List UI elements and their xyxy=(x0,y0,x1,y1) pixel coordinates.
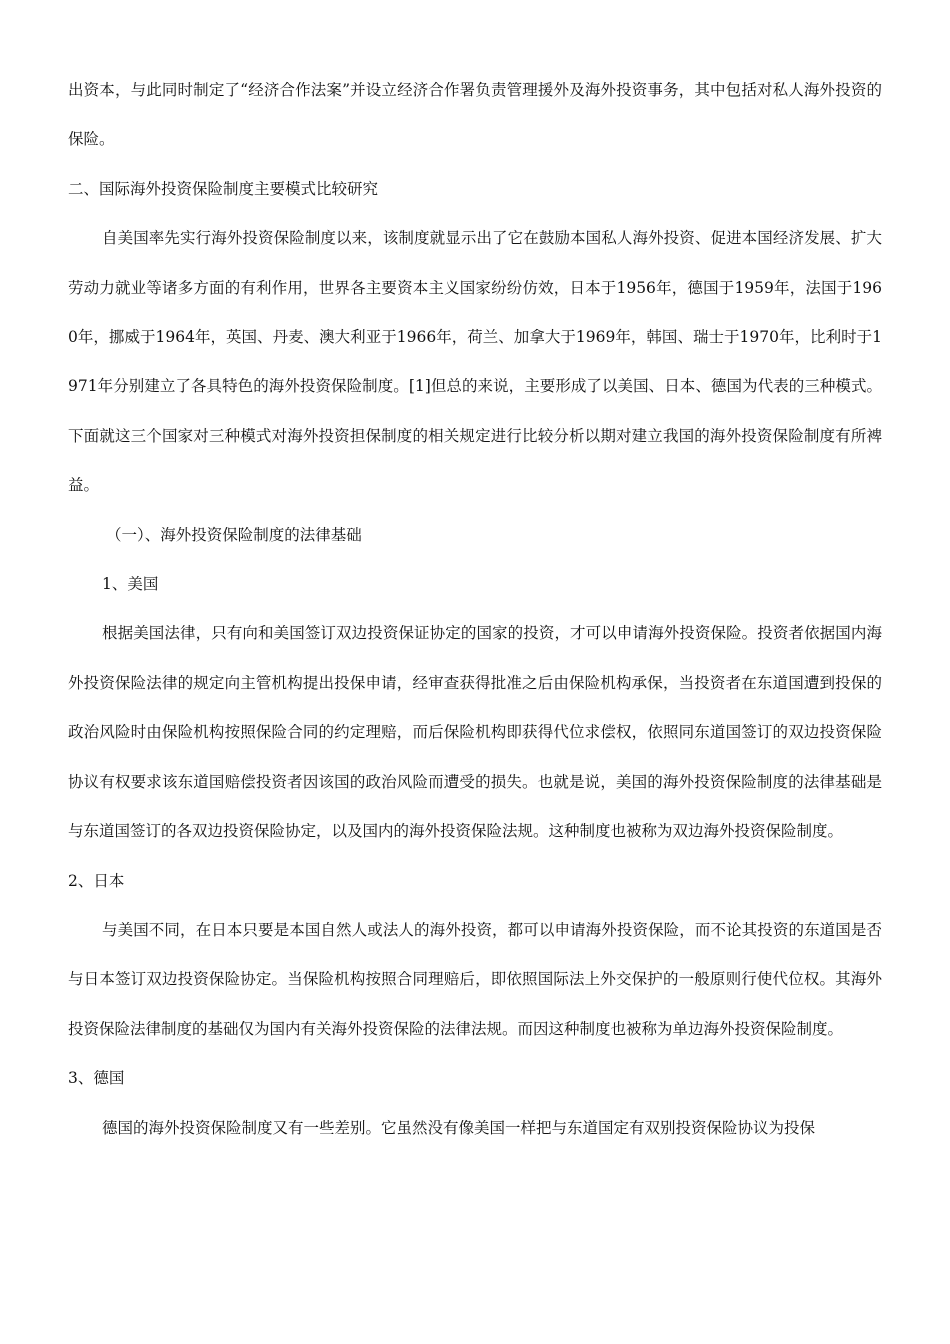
heading-germany: 3、德国 xyxy=(68,1069,125,1088)
heading-japan: 2、日本 xyxy=(68,871,125,890)
document-page xyxy=(68,66,882,1153)
heading-usa: 1、美国 xyxy=(102,575,159,594)
section-heading-comparison: 二、国际海外投资保险制度主要模式比较研究 xyxy=(68,179,379,198)
paragraph-usa: 根据美国法律，只有向和美国签订双边投资保证协定的国家的投资，才可以申请海外投资保险。投资者依据国内海外投资保险法律的规定向主管机构提出投保申请，经审查获得批准之后由保险机构承保，当投资者在东道国遭到投保的政治风险时由保险机构按照保险合同的约定理赔，而后保险机构即获得代位求偿权，依照同东道国签订的双边投资保险协议有权要求该东道国赔偿投资者因该国的政治风险而遭受的损失。也就是说，美国的海外投资保险制度的法律基础是与东道国签订的各双边投资保险协定，以及国内的海外投资保险法规。这种制度也被称为双边海外投资保险制度。 xyxy=(68,624,882,841)
subsection-heading-legal-basis: （一）、海外投资保险制度的法律基础 xyxy=(106,525,362,544)
paragraph-continuation: 出资本，与此同时制定了“经济合作法案”并设立经济合作署负责管理援外及海外投资事务，其中包括对私人海外投资的保险。 xyxy=(68,81,882,149)
paragraph-intro: 自美国率先实行海外投资保险制度以来，该制度就显示出了它在鼓励本国私人海外投资、促进本国经济发展、扩大劳动力就业等诸多方面的有利作用，世界各主要资本主义国家纷纷仿效，日本于1956年，德国于1959年，法国于1960年，挪威于1964年，英国、丹麦、澳大利亚于1966年，荷兰、加拿大于1969年，韩国、瑞士于1970年，比利时于1971年分别建立了各具特色的海外投资保险制度。[1]但总的来说，主要形成了以美国、日本、德国为代表的三种模式。下面就这三个国家对三种模式对海外投资担保制度的相关规定进行比较分析以期对建立我国的海外投资保险制度有所裨益。 xyxy=(68,229,882,495)
paragraph-japan: 与美国不同，在日本只要是本国自然人或法人的海外投资，都可以申请海外投资保险，而不论其投资的东道国是否与日本签订双边投资保险协定。当保险机构按照合同理赔后，即依照国际法上外交保护的一般原则行使代位权。其海外投资保险法律制度的基础仅为国内有关海外投资保险的法律法规。而因这种制度也被称为单边海外投资保险制度。 xyxy=(68,920,882,1038)
paragraph-germany: 德国的海外投资保险制度又有一些差别。它虽然没有像美国一样把与东道国定有双别投资保险协议为投保 xyxy=(102,1118,816,1137)
